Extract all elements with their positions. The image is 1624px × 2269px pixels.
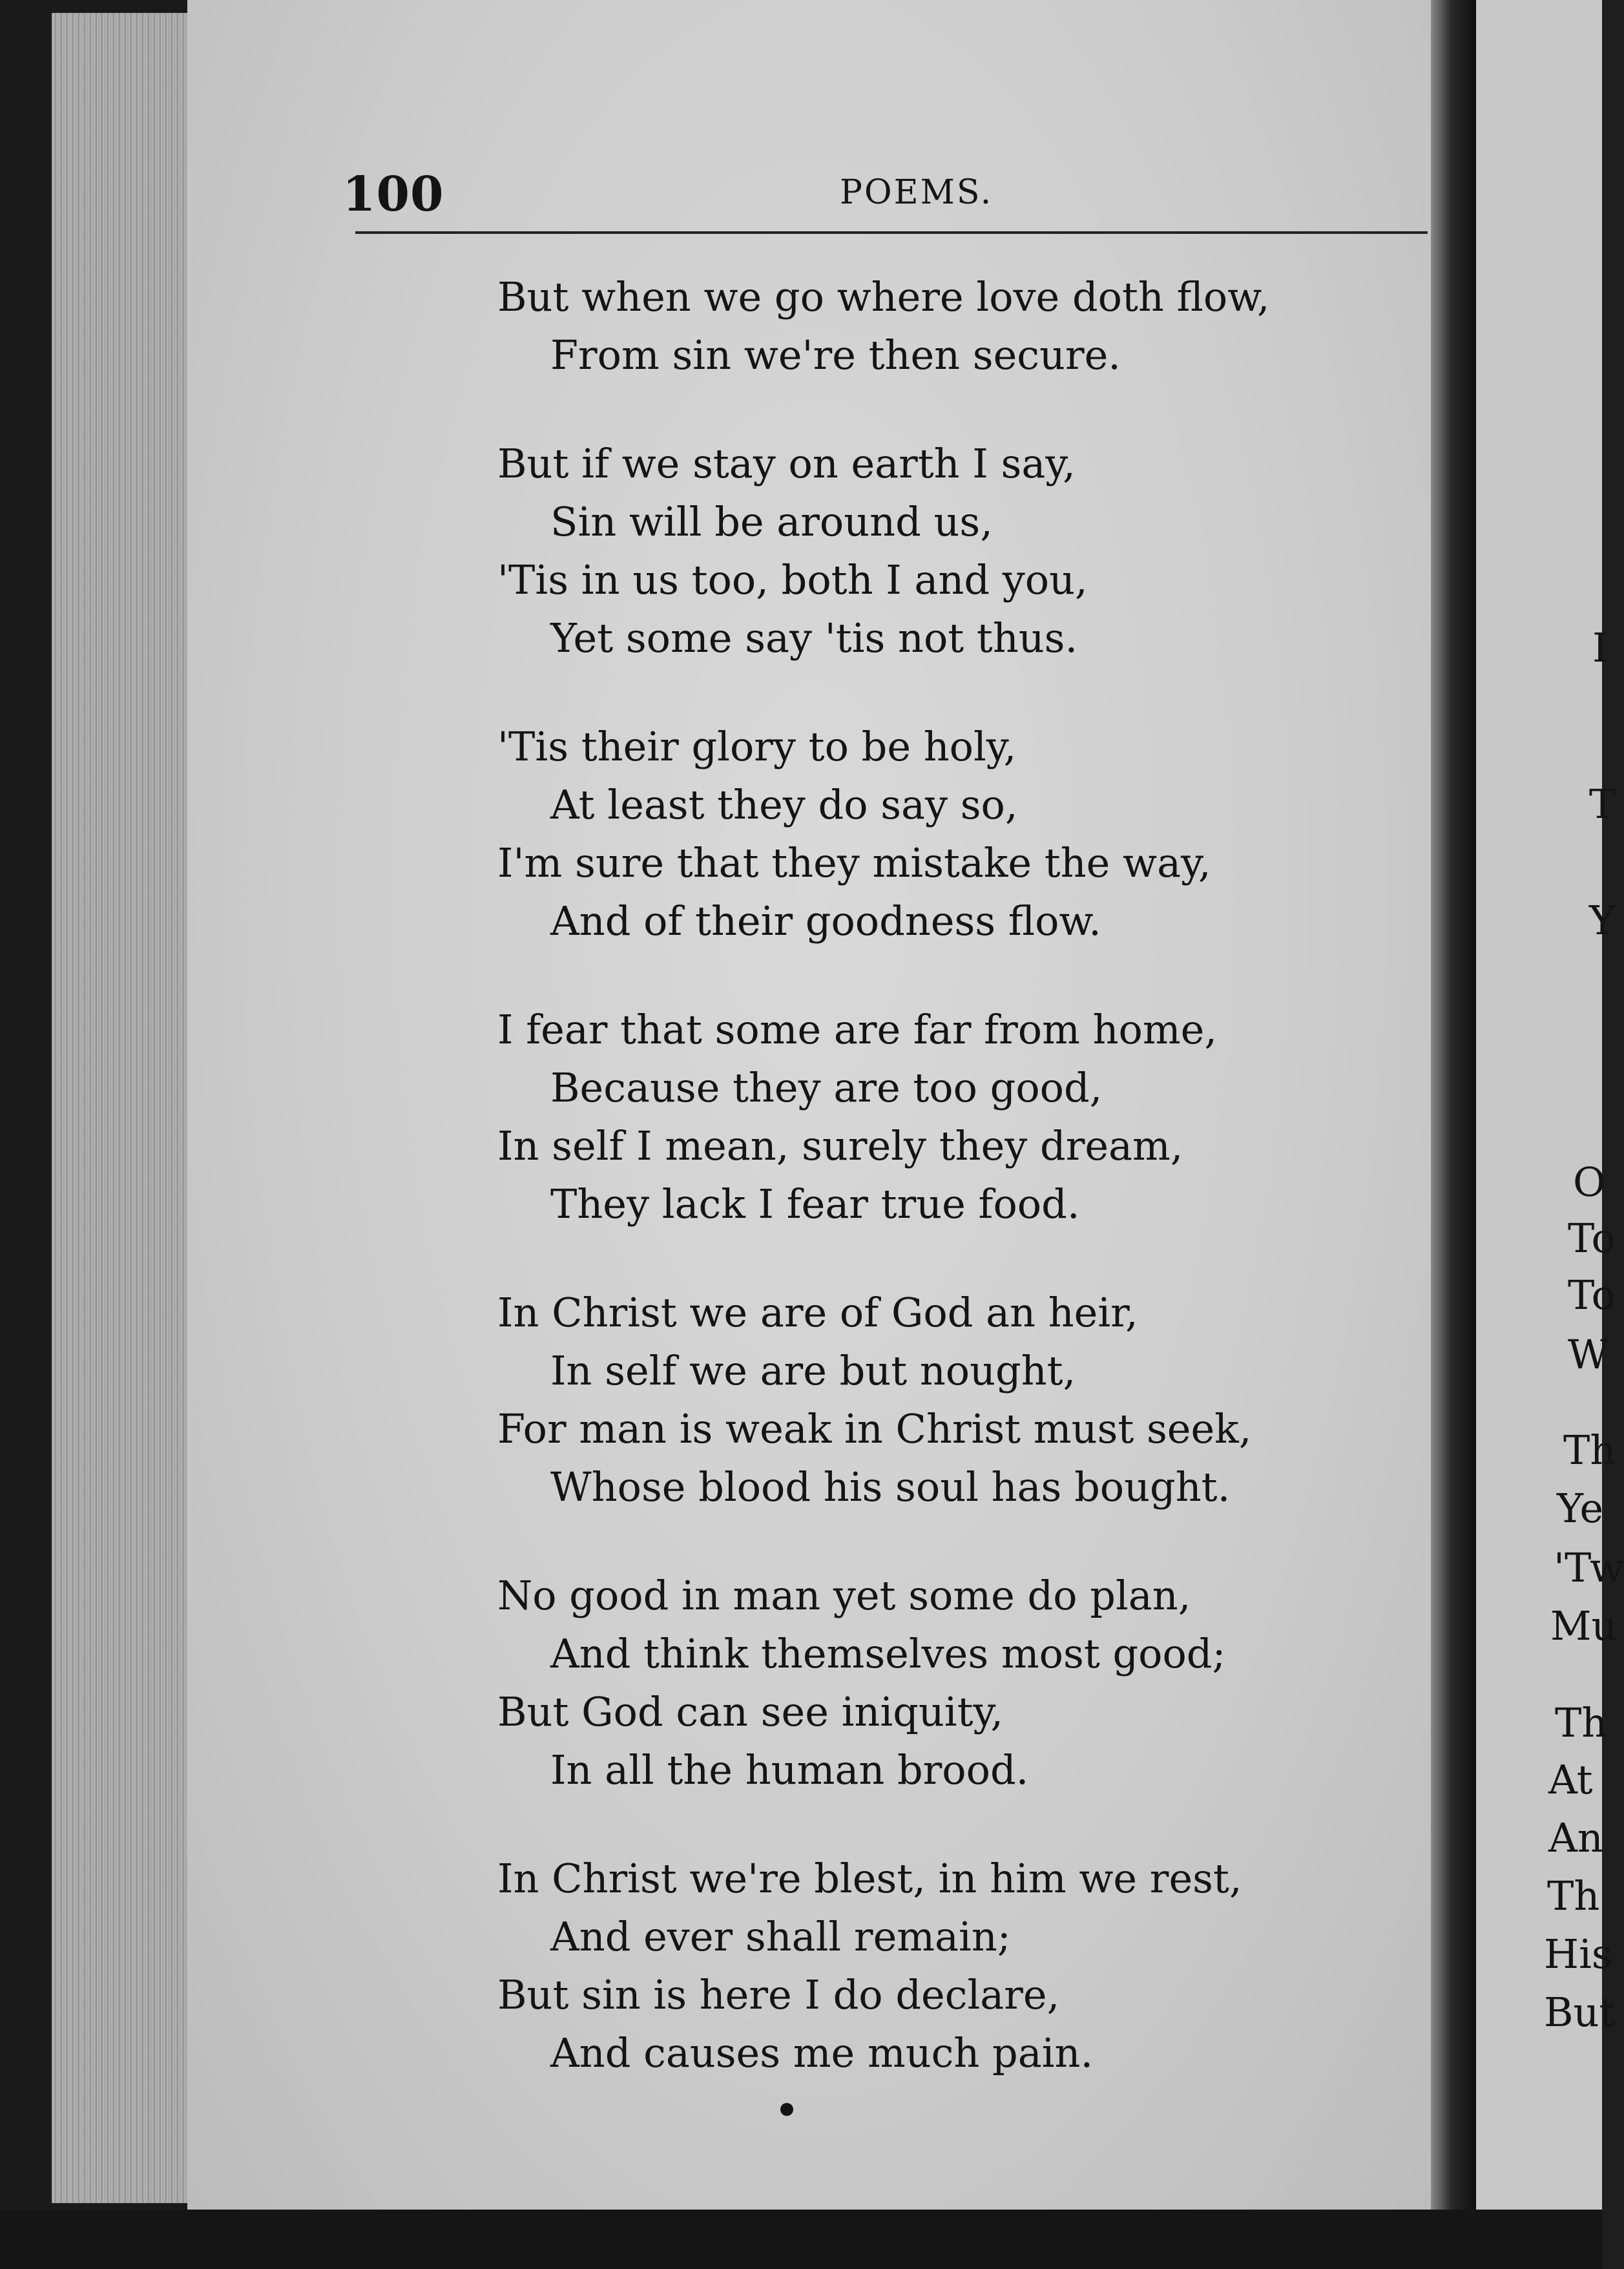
- poem-line: 'Tis in us too, both I and you,: [497, 556, 1088, 603]
- fragment: At: [1548, 1756, 1593, 1803]
- fragment: But: [1544, 1989, 1616, 2036]
- fragment: 'Tw: [1554, 1544, 1624, 1591]
- poem-line: At least they do say so,: [550, 781, 1018, 828]
- poem-line: Whose blood his soul has bought.: [550, 1463, 1231, 1511]
- poem-line: Because they are too good,: [550, 1064, 1103, 1111]
- poem-line: 'Tis their glory to be holy,: [497, 723, 1017, 770]
- fragment: His: [1544, 1930, 1612, 1978]
- poem-line: In Christ we're blest, in him we rest,: [497, 1855, 1242, 1902]
- poem-line: For man is weak in Christ must seek,: [497, 1405, 1252, 1452]
- stanza-4: [497, 1001, 1273, 1233]
- poem-line: They lack I fear true food.: [550, 1180, 1080, 1228]
- fragment: Mu: [1550, 1602, 1618, 1649]
- fragment: To: [1568, 1215, 1616, 1262]
- book-gutter: [1431, 0, 1476, 2269]
- end-ornament-dot: [780, 2103, 793, 2116]
- poem-line: But if we stay on earth I say,: [497, 440, 1076, 487]
- poem-body: [497, 268, 1273, 2133]
- poem-line: I'm sure that they mistake the way,: [497, 839, 1211, 886]
- poem-line: And think themselves most good;: [550, 1630, 1226, 1677]
- poem-line: In Christ we are of God an heir,: [497, 1289, 1138, 1336]
- page-edge-stack: [52, 13, 200, 2203]
- poem-line: And of their goodness flow.: [550, 897, 1101, 945]
- fragment: T: [1589, 780, 1616, 828]
- header-rule: [355, 231, 1428, 234]
- poem-line: Yet some say 'tis not thus.: [550, 614, 1078, 662]
- fragment: Y: [1589, 897, 1616, 944]
- fragment: O: [1573, 1158, 1606, 1206]
- poem-line: But when we go where love doth flow,: [497, 273, 1270, 320]
- poem-line: I fear that some are far from home,: [497, 1006, 1218, 1053]
- poem-line: In self I mean, surely they dream,: [497, 1122, 1183, 1169]
- fragment: Th: [1555, 1699, 1608, 1746]
- running-head: POEMS.: [840, 173, 994, 212]
- poem-line: In self we are but nought,: [550, 1347, 1076, 1394]
- stanza-5: [497, 1284, 1273, 1516]
- poem-line: And ever shall remain;: [550, 1913, 1011, 1960]
- right-page-text-fragments: [1541, 0, 1624, 2210]
- fragment: Th: [1563, 1427, 1616, 1474]
- fragment: Th: [1547, 1872, 1600, 1919]
- fragment: To: [1568, 1271, 1616, 1319]
- poem-line: But sin is here I do declare,: [497, 1971, 1060, 2018]
- scan-bottom-border: [0, 2210, 1602, 2269]
- stanza-7: [497, 1850, 1273, 2082]
- fragment: W: [1568, 1331, 1609, 1378]
- fragment: I: [1592, 624, 1608, 671]
- poem-line: Sin will be around us,: [550, 498, 993, 545]
- stanza-6: [497, 1567, 1273, 1799]
- page-number: 100: [342, 167, 444, 222]
- stanza-1: [497, 268, 1273, 384]
- poem-line: In all the human brood.: [550, 1746, 1029, 1793]
- poem-line: No good in man yet some do plan,: [497, 1572, 1191, 1619]
- fragment: Ye: [1557, 1485, 1604, 1532]
- poem-line: But God can see iniquity,: [497, 1688, 1004, 1735]
- poem-line: And causes me much pain.: [550, 2029, 1094, 2076]
- poem-line: From sin we're then secure.: [550, 331, 1121, 379]
- fragment: An: [1548, 1814, 1603, 1861]
- stanza-2: [497, 435, 1273, 667]
- stanza-3: [497, 718, 1273, 950]
